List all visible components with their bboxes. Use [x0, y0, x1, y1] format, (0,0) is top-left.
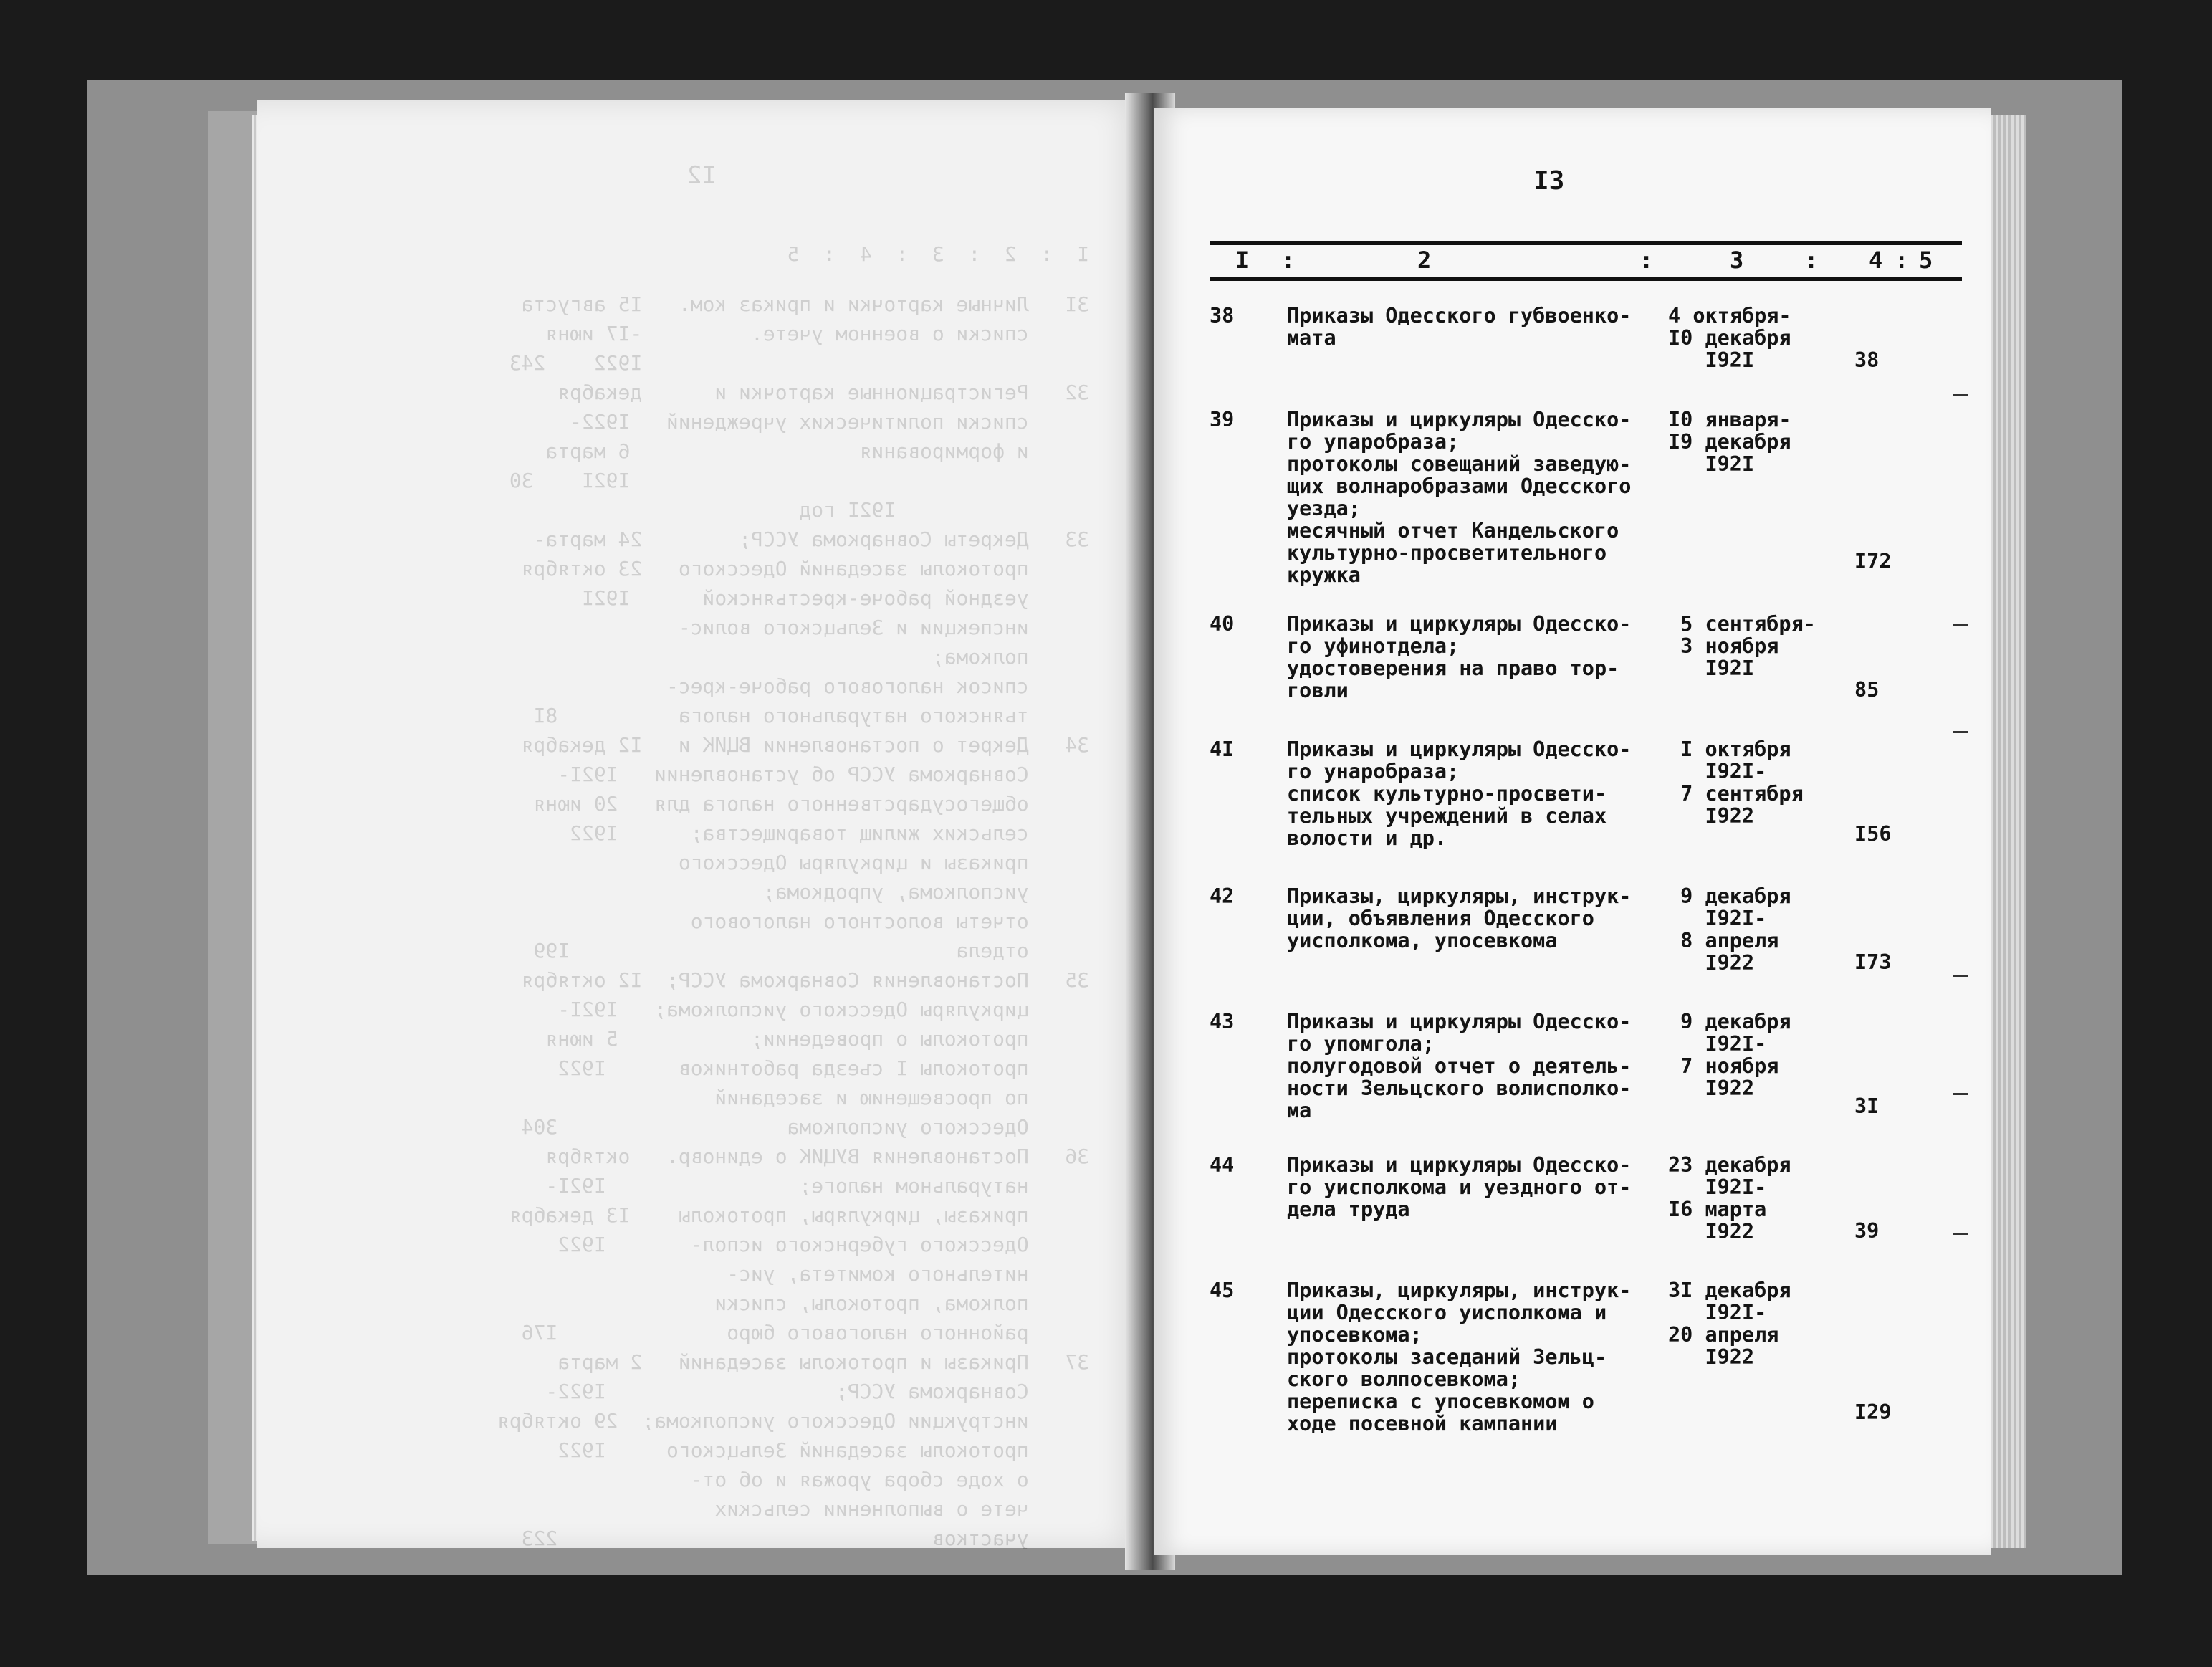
entry-date-line: 3 ноября [1668, 634, 1779, 658]
entry-date-line: I6 марта [1668, 1198, 1767, 1221]
bleed-line: уисполкома, упродкома; [762, 880, 1089, 904]
entry-title-line: протоколы совещаний заведую- [1287, 452, 1632, 476]
bleed-line: протоколы заседаний Одесского 23 октября [521, 557, 1089, 581]
entry-title-line: Приказы и циркуляры Одесско- [1287, 612, 1632, 636]
entry-sheet-count: I29 [1854, 1400, 1892, 1424]
bleed-line: приказы, циркуляры, протоколы I3 декабря [509, 1203, 1089, 1227]
entry-title-line: Приказы и циркуляры Одесско- [1287, 1153, 1632, 1177]
header-col-5: 5 [1919, 247, 1933, 274]
entry-sheet-count: I73 [1854, 950, 1892, 974]
entry-title-line: кружка [1287, 563, 1361, 587]
bleed-line: полкома; [932, 645, 1089, 669]
entry-sheet-count: 85 [1854, 678, 1880, 702]
entry-title-line: переписка с упосевкомом о [1287, 1390, 1594, 1413]
entry-title-line: ходе посевной кампании [1287, 1412, 1558, 1436]
table-top-rule [1210, 241, 1962, 245]
entry-dates [1668, 612, 1816, 680]
entry-date-line: I922 [1668, 804, 1755, 828]
entry-sheet-count: I72 [1854, 550, 1892, 573]
header-sep-4: : [1895, 247, 1909, 274]
entry-title-line: ции, объявления Одесского [1287, 907, 1594, 930]
entry-date-line: I октября [1668, 737, 1791, 761]
entry-title-line: Приказы и циркуляры Одесско- [1287, 737, 1632, 761]
margin-tick [1953, 624, 1968, 626]
entry-title-line: упосевкома; [1287, 1323, 1422, 1347]
margin-tick [1953, 975, 1968, 977]
entry-title-line: Приказы, циркуляры, инструк- [1287, 884, 1632, 908]
entry-date-line: I92I [1668, 452, 1755, 476]
bleed-line: 3I Личные карточки и приказ ком. I5 августа [521, 292, 1089, 316]
bleed-line: и формирования 6 марта [545, 439, 1089, 463]
margin-tick [1953, 731, 1968, 733]
entry-title-line: го уфинотдела; [1287, 634, 1460, 658]
entry-title [1287, 305, 1631, 349]
entry-title [1287, 885, 1631, 952]
entry-title-line: ности Зельцского волисполко- [1287, 1076, 1632, 1100]
bleed-line: протоколы заседаний Зельцского I922 [557, 1438, 1089, 1462]
bleed-line: натуральном налоге; I92I- [545, 1174, 1089, 1198]
entry-date-line: I92I- [1668, 1032, 1767, 1056]
bleed-line: Одесского уисполкома 304 [521, 1115, 1089, 1139]
header-sep-1: : [1281, 247, 1296, 274]
entry-title-line: Приказы и циркуляры Одесско- [1287, 1010, 1632, 1033]
entry-number: 38 [1210, 304, 1235, 328]
header-sep-2: : [1639, 247, 1654, 274]
entry-number: 44 [1210, 1153, 1235, 1177]
entry-title-line: мата [1287, 326, 1336, 350]
table-header [1210, 247, 1962, 275]
bleed-line: Совнаркома УССР об установлении I92I- [557, 763, 1089, 786]
entry-date-line: 3I декабря [1668, 1279, 1791, 1302]
entry-title-line: Приказы Одесского губвоенко- [1287, 304, 1632, 328]
bleed-line: 33 Декреты Совнаркома УССР; 24 марта- [533, 527, 1089, 551]
entry-title-line: волости и др. [1287, 826, 1447, 850]
entry-title-line: культурно-просветительного [1287, 541, 1607, 565]
entry-number: 42 [1210, 884, 1235, 908]
entry-date-line: 23 декабря [1668, 1153, 1791, 1177]
bleed-line: общегосударственного налога для 20 июня [533, 792, 1089, 816]
entry-dates [1668, 1279, 1811, 1368]
page-number: I3 [1533, 166, 1565, 196]
margin-tick [1953, 1093, 1968, 1095]
entry-date-line: I92I [1668, 656, 1755, 680]
entry-title-line: ского волпосевкома; [1287, 1367, 1521, 1391]
entry-date-line: 7 ноября [1668, 1054, 1779, 1078]
bleed-line: сельских жилищ товарищества; I922 [570, 821, 1089, 845]
entry-date-line: 4 октября- [1668, 304, 1791, 328]
entry-date-line: I92I [1668, 348, 1755, 372]
header-col-4: 4 [1869, 247, 1883, 274]
header-col-1: I [1235, 247, 1250, 274]
entry-date-line: 7 сентября [1668, 782, 1804, 806]
entry-number: 45 [1210, 1279, 1235, 1302]
entry-title [1287, 738, 1631, 849]
bleed-line: Одесского губернского испол- I922 [557, 1233, 1089, 1256]
bleed-line: I92I 30 [509, 469, 1089, 492]
entry-title-line: щих волнаробразами Одесского [1287, 474, 1632, 498]
entry-dates [1668, 885, 1811, 974]
entry-number: 4I [1210, 737, 1235, 761]
bleed-line: уездной рабоче-крестьянской I92I [581, 586, 1089, 610]
entry-date-line: I922 [1668, 1220, 1755, 1243]
entry-number: 43 [1210, 1010, 1235, 1033]
entry-title-line: список культурно-просвети- [1287, 782, 1607, 806]
margin-tick [1953, 1233, 1968, 1235]
entry-dates [1668, 738, 1811, 827]
entry-title-line: месячный отчет Кандельского [1287, 519, 1619, 543]
bleed-line: протоколы о проведении; 5 июня [545, 1027, 1089, 1051]
entry-title-line: ции Одесского уисполкома и [1287, 1301, 1607, 1324]
bleed-line: 32 Регистрационные карточки и декабря [557, 381, 1089, 404]
entry-date-line: I92I- [1668, 760, 1767, 783]
entry-title-line: дела труда [1287, 1198, 1410, 1221]
bleed-line: 34 Декрет о постановлении ВЦИК и I2 декабря [521, 733, 1089, 757]
bleed-line: чете о выполнении сельских [714, 1497, 1089, 1521]
entry-number: 39 [1210, 408, 1235, 431]
entry-title [1287, 1279, 1631, 1435]
entry-title [1287, 409, 1631, 586]
entry-sheet-count: 38 [1854, 348, 1880, 372]
entry-title-line: полугодовой отчет о деятель- [1287, 1054, 1632, 1078]
bleed-line: протоколы I съезда работников I922 [557, 1056, 1089, 1080]
bleed-line: циркуляры Одесского уисполкома; I92I- [557, 998, 1089, 1021]
bleed-through-text [265, 129, 1118, 1550]
entry-title-line: го упаробраза; [1287, 430, 1460, 454]
entry-title-line: ма [1287, 1099, 1312, 1122]
bleed-line: 35 Постановления Совнаркома УССР; I2 октября [521, 968, 1089, 992]
margin-tick [1953, 394, 1968, 396]
entry-title [1287, 1011, 1631, 1122]
bleed-line: нительного комитета, уис- [727, 1262, 1089, 1286]
bleed-line: инспекции и Зельцского волис- [678, 616, 1089, 639]
entry-sheet-count: I56 [1854, 822, 1892, 846]
header-sep-3: : [1804, 247, 1819, 274]
entry-date-line: I0 января- [1668, 408, 1791, 431]
entry-title [1287, 613, 1631, 702]
entry-title [1287, 1154, 1631, 1221]
header-col-3: 3 [1730, 247, 1744, 274]
entry-title-line: уезда; [1287, 497, 1361, 520]
entry-title-line: го унаробраза; [1287, 760, 1460, 783]
bleed-line: районного налогового бюро I76 [521, 1321, 1089, 1344]
entry-sheet-count: 39 [1854, 1219, 1880, 1243]
bleed-line: Совнаркома УССР; I922- [545, 1380, 1089, 1403]
right-page-edges [1991, 115, 2026, 1548]
bleed-line: 36 Постановления ВУЦИК о единовр. октября [545, 1145, 1089, 1168]
bleed-line: списки политических учреждений I922- [570, 410, 1089, 434]
entry-date-line: I922 [1668, 1076, 1755, 1100]
entry-number: 40 [1210, 612, 1235, 636]
entry-date-line: I92I- [1668, 1175, 1767, 1199]
entry-title-line: протоколы заседаний Зельц- [1287, 1345, 1607, 1369]
table-header-rule [1210, 277, 1962, 281]
entry-date-line: 20 апреля [1668, 1323, 1779, 1347]
entry-date-line: I92I- [1668, 907, 1767, 930]
entry-title-line: тельных учреждений в селах [1287, 804, 1607, 828]
bleed-line: по просвещению и заседаний [714, 1086, 1089, 1109]
entry-title-line: уисполкома, упосевкома [1287, 929, 1558, 952]
bleed-line: 37 Приказы и протоколы заседаний 2 марта [557, 1350, 1089, 1374]
bleed-line: списки о военном учете. -I7 июня [545, 322, 1089, 345]
entry-dates [1668, 305, 1811, 371]
bleed-line: список налогового рабоче-крес- [666, 674, 1089, 698]
entry-date-line: 9 декабря [1668, 1010, 1791, 1033]
bleed-line: I922 243 [509, 351, 1089, 375]
entry-date-line: I9 декабря [1668, 430, 1791, 454]
entry-title-line: удостоверения на право тор- [1287, 656, 1619, 680]
entry-date-line: I92I- [1668, 1301, 1767, 1324]
entry-title-line: Приказы, циркуляры, инструк- [1287, 1279, 1632, 1302]
entry-date-line: 5 сентября- [1668, 612, 1816, 636]
entry-title-line: говли [1287, 679, 1349, 702]
bleed-line: I92I год [799, 498, 1089, 522]
bleed-page-number: I2 [687, 161, 717, 190]
entry-dates [1668, 1154, 1811, 1243]
bleed-line: тьянского натурального налога 8I [533, 704, 1089, 727]
entry-title-line: го уисполкома и уездного от- [1287, 1175, 1632, 1199]
entry-date-line: I922 [1668, 951, 1755, 975]
bleed-header: I : 2 : 3 : 4 : 5 [787, 242, 1089, 266]
entry-title-line: Приказы и циркуляры Одесско- [1287, 408, 1632, 431]
entry-date-line: I922 [1668, 1345, 1755, 1369]
bleed-line: участков 223 [521, 1527, 1089, 1550]
bleed-line: отдела I99 [533, 939, 1089, 963]
entry-date-line: 8 апреля [1668, 929, 1779, 952]
entry-date-line: 9 декабря [1668, 884, 1791, 908]
entry-dates [1668, 1011, 1811, 1099]
bleed-line: отчеты волостного налогового [690, 909, 1089, 933]
entry-title-line: го упомгола; [1287, 1032, 1435, 1056]
bleed-line: полкома, протоколы, списки [714, 1291, 1089, 1315]
entry-date-line: I0 декабря [1668, 326, 1791, 350]
header-col-2: 2 [1417, 247, 1432, 274]
entry-dates [1668, 409, 1811, 475]
bleed-line: инструкции Одесского уисполкома; 29 октября [497, 1409, 1089, 1433]
entry-sheet-count: 3I [1854, 1094, 1880, 1118]
bleed-line: приказы и циркуляры Одесского [678, 851, 1089, 874]
bleed-line: о ходе сбора урожая и об от- [690, 1468, 1089, 1491]
